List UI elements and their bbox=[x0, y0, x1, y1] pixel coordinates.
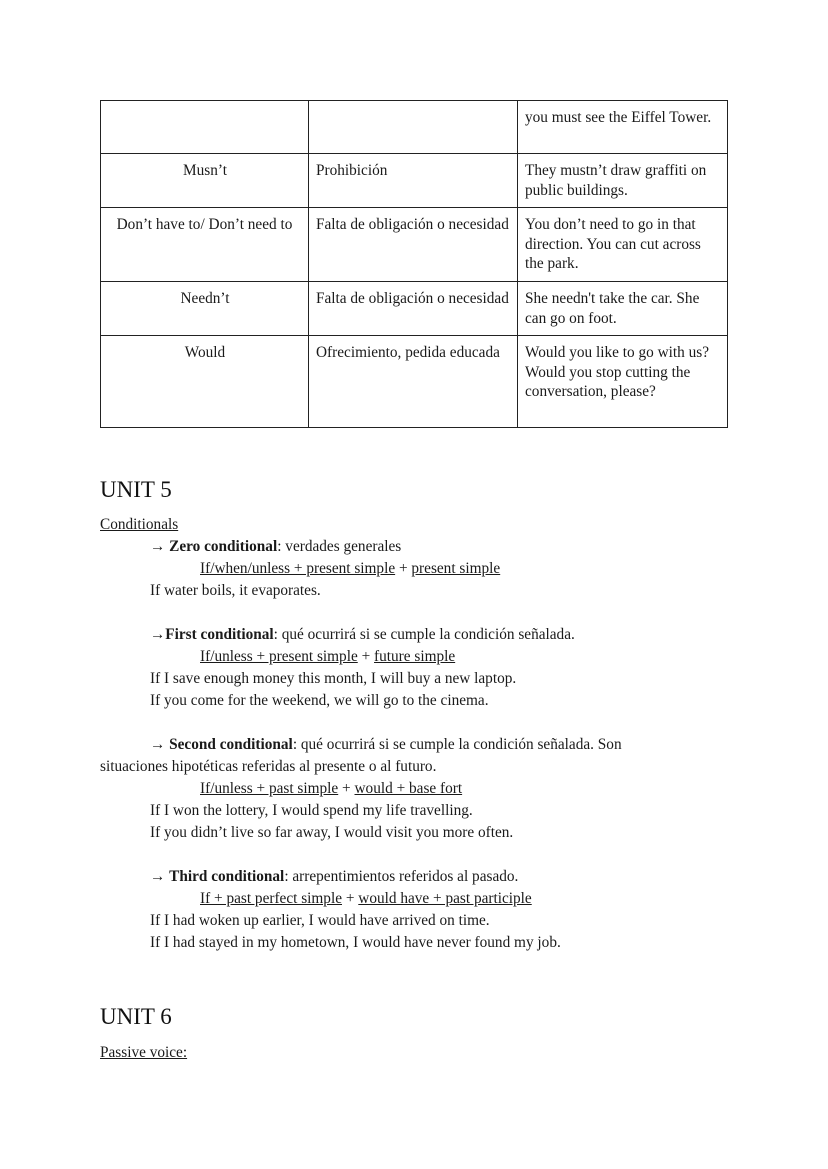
use-cell: Falta de obligación o necesidad bbox=[309, 208, 518, 282]
example-sentence: If I had stayed in my hometown, I would have never found my job. bbox=[150, 934, 561, 951]
use-cell: Prohibición bbox=[309, 154, 518, 208]
formula-part-if: If/when/unless + present simple bbox=[200, 560, 396, 577]
example-sentence: If you come for the weekend, we will go to the cinema. bbox=[150, 692, 489, 709]
example-text: She needn't take the car. She can go on foot. bbox=[525, 290, 700, 327]
first-conditional-heading bbox=[150, 625, 575, 645]
example-text: you must see the Eiffel Tower. bbox=[525, 109, 712, 126]
arrow-icon: → bbox=[150, 538, 170, 555]
section-heading-passive-voice: Passive voice: bbox=[100, 1044, 188, 1061]
formula-separator: + bbox=[395, 560, 412, 577]
example-sentence: If you didn’t live so far away, I would visit you more often. bbox=[150, 824, 514, 841]
second-conditional-heading bbox=[150, 735, 622, 755]
conditional-description: : qué ocurrirá si se cumple la condición señalada. bbox=[273, 626, 575, 643]
modal-cell: Musn’t bbox=[101, 154, 309, 208]
conditional-name: Second conditional bbox=[169, 736, 293, 753]
use-cell bbox=[309, 101, 518, 154]
third-conditional-formula bbox=[200, 889, 532, 909]
modal-cell: Needn’t bbox=[101, 282, 309, 336]
formula-part-if: If/unless + past simple bbox=[200, 780, 339, 797]
formula-part-result: future simple bbox=[374, 648, 456, 665]
formula-separator: + bbox=[342, 890, 359, 907]
table-row bbox=[101, 101, 728, 154]
example-sentence: If I had woken up earlier, I would have arrived on time. bbox=[150, 912, 490, 929]
example-cell bbox=[518, 336, 728, 428]
example-cell bbox=[518, 208, 728, 282]
unit-6-title: UNIT 6 bbox=[100, 1004, 172, 1029]
zero-conditional-formula bbox=[200, 559, 500, 579]
modal-cell: Don’t have to/ Don’t need to bbox=[101, 208, 309, 282]
formula-part-if: If + past perfect simple bbox=[200, 890, 342, 907]
table-row bbox=[101, 208, 728, 282]
second-conditional-formula bbox=[200, 779, 462, 799]
formula-part-result: would + base fort bbox=[354, 780, 463, 797]
example-sentence: If I won the lottery, I would spend my life travelling. bbox=[150, 802, 473, 819]
example-cell bbox=[518, 154, 728, 208]
unit-5-title: UNIT 5 bbox=[100, 477, 172, 502]
use-cell: Ofrecimiento, pedida educada bbox=[309, 336, 518, 428]
example-text: They mustn’t draw graffiti on public buildings. bbox=[525, 162, 707, 199]
first-conditional-formula bbox=[200, 647, 455, 667]
conditional-description: : qué ocurrirá si se cumple la condición señalada. Son bbox=[292, 736, 622, 753]
example-text: Would you stop cutting the conversation, please? bbox=[525, 363, 691, 400]
conditional-description: : arrepentimientos referidos al pasado. bbox=[284, 868, 519, 885]
example-cell bbox=[518, 282, 728, 336]
example-text: You don’t need to go in that direction. You can cut across the park. bbox=[525, 216, 701, 272]
table-row bbox=[101, 154, 728, 208]
second-conditional-description-cont: situaciones hipotéticas referidas al presente o al futuro. bbox=[100, 758, 437, 775]
example-text: Would you like to go with us? bbox=[525, 344, 710, 361]
arrow-icon: → bbox=[150, 868, 170, 885]
modal-cell bbox=[101, 101, 309, 154]
arrow-icon: → bbox=[150, 626, 166, 643]
third-conditional-heading bbox=[150, 867, 518, 887]
example-cell bbox=[518, 101, 728, 154]
modal-cell: Would bbox=[101, 336, 309, 428]
formula-part-result: present simple bbox=[411, 560, 501, 577]
example-sentence: If I save enough money this month, I will buy a new laptop. bbox=[150, 670, 517, 687]
conditional-name: Third conditional bbox=[169, 868, 285, 885]
table-row bbox=[101, 336, 728, 428]
example-sentence: If water boils, it evaporates. bbox=[150, 582, 321, 599]
arrow-icon: → bbox=[150, 736, 170, 753]
formula-separator: + bbox=[338, 780, 355, 797]
table-row bbox=[101, 282, 728, 336]
section-heading-conditionals: Conditionals bbox=[100, 516, 179, 533]
conditional-name: First conditional bbox=[165, 626, 274, 643]
formula-part-if: If/unless + present simple bbox=[200, 648, 358, 665]
zero-conditional-heading bbox=[150, 537, 401, 557]
use-cell: Falta de obligación o necesidad bbox=[309, 282, 518, 336]
formula-part-result: would have + past participle bbox=[358, 890, 532, 907]
modal-verbs-table bbox=[100, 100, 728, 428]
conditional-name: Zero conditional bbox=[169, 538, 278, 555]
conditional-description: : verdades generales bbox=[277, 538, 402, 555]
formula-separator: + bbox=[357, 648, 375, 665]
